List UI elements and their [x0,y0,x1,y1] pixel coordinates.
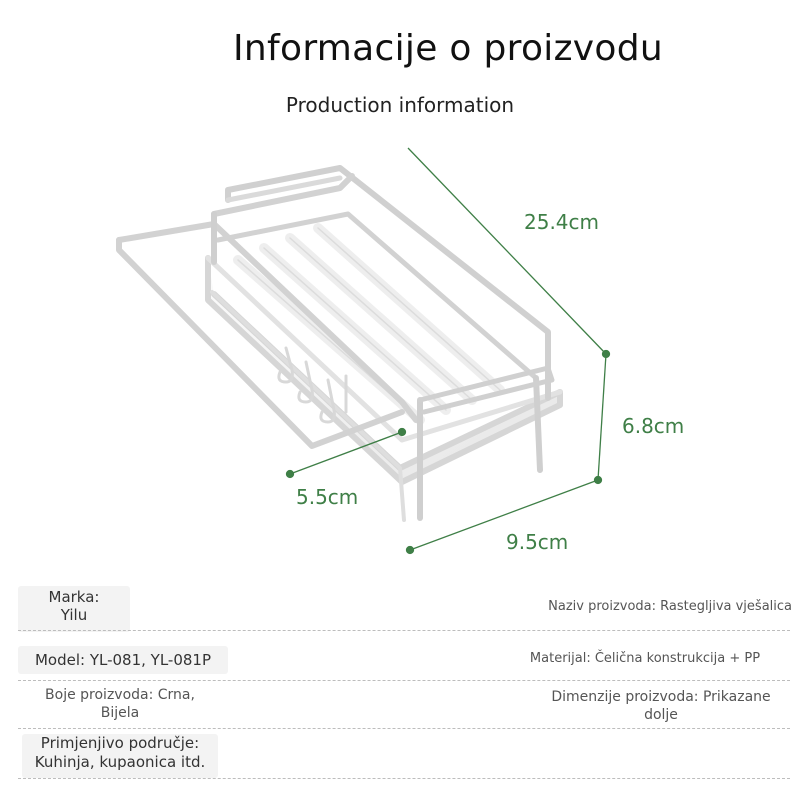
row-divider [18,680,790,681]
usage-area [22,734,218,778]
dimension-point [407,547,414,554]
row-divider [18,630,790,631]
dimensions-line-1: Dimenzije proizvoda: Prikazane [551,689,771,705]
dimension-point [595,477,602,484]
dimension-length-label: 25.4cm [524,210,600,234]
colors-line-2: Bijela [100,705,140,721]
dimension-point [399,429,406,436]
row-divider [18,728,790,729]
dimensions-line-2: dolje [644,707,678,723]
brand-label: Marka: [48,588,100,606]
usage-line-2: Kuhinja, kupaonica itd. [34,753,206,771]
material: Materijal: Čelična konstrukcija + PP [529,651,761,666]
dimension-point [603,351,610,358]
page-subtitle: Production information [285,93,515,117]
model: Model: YL-081, YL-081P [18,646,228,674]
product-name: Naziv proizvoda: Rastegljiva vješalica [548,599,792,614]
product-colors [22,686,218,722]
brand-cell [18,586,130,632]
usage-line-1: Primjenjivo područje: [40,734,200,752]
product-dimensions [538,688,784,724]
brand-value: Yilu [60,606,88,624]
rack-drawing [119,168,560,520]
dimension-height-label: 6.8cm [622,414,685,438]
dimension-point [287,471,294,478]
row-divider [18,778,790,779]
dimension-depth-label: 5.5cm [296,485,359,509]
colors-line-1: Boje proizvoda: Crna, [45,687,195,703]
product-info-table [0,580,800,800]
page-title: Informacije o proizvodu [233,28,663,69]
dimension-width-label: 9.5cm [506,530,569,554]
